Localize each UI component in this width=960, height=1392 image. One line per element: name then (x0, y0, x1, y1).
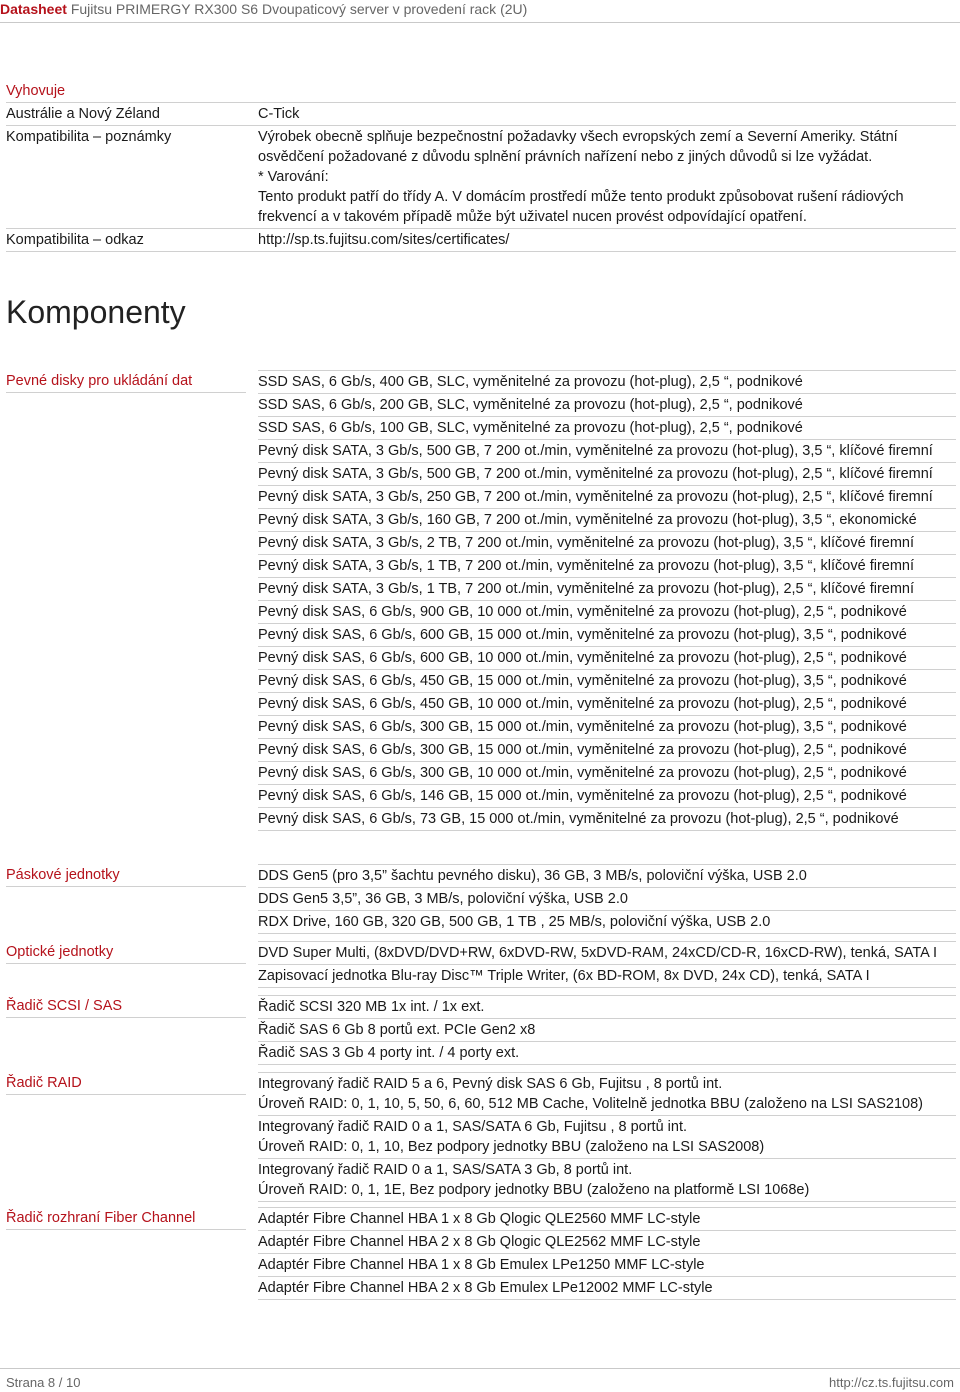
component-item: Pevný disk SAS, 6 Gb/s, 73 GB, 15 000 ot./min, vyměnitelné za provozu (hot-plug), 2,5 “, podnikové (258, 808, 956, 831)
component-item: Pevný disk SATA, 3 Gb/s, 500 GB, 7 200 ot./min, vyměnitelné za provozu (hot-plug), 2,5 “, klíčové firemní (258, 463, 956, 486)
product-description: Dvoupaticový server v provedení rack (2U) (261, 1, 528, 17)
component-item: Adaptér Fibre Channel HBA 1 x 8 Gb Emulex LPe1250 MMF LC-style (258, 1254, 956, 1277)
component-item: Pevný disk SATA, 3 Gb/s, 250 GB, 7 200 ot./min, vyměnitelné za provozu (hot-plug), 2,5 “, klíčové firemní (258, 486, 956, 509)
component-item: Pevný disk SAS, 6 Gb/s, 600 GB, 10 000 ot./min, vyměnitelné za provozu (hot-plug), 2,5 “, podnikové (258, 647, 956, 670)
row-value: C-Tick (258, 106, 300, 122)
component-item: Pevný disk SAS, 6 Gb/s, 300 GB, 10 000 ot./min, vyměnitelné za provozu (hot-plug), 2,5 “, podnikové (258, 762, 956, 785)
row-value (258, 127, 956, 227)
component-item: Pevný disk SAS, 6 Gb/s, 300 GB, 15 000 ot./min, vyměnitelné za provozu (hot-plug), 3,5 “, podnikové (258, 716, 956, 739)
component-item: DVD Super Multi, (8xDVD/DVD+RW, 6xDVD-RW, 5xDVD-RAM, 24xCD/CD-R, 16xCD-RW), tenká, SATA I (258, 942, 956, 965)
component-item-line: Integrovaný řadič RAID 0 a 1, SAS/SATA 6 Gb, Fujitsu , 8 portů int. (258, 1119, 688, 1135)
component-item: Adaptér Fibre Channel HBA 2 x 8 Gb Emulex LPe12002 MMF LC-style (258, 1277, 956, 1300)
component-items (258, 864, 956, 934)
datasheet-label: Datasheet (0, 1, 67, 17)
component-item: Pevný disk SATA, 3 Gb/s, 1 TB, 7 200 ot./min, vyměnitelné za provozu (hot-plug), 2,5 “, klíčové firemní (258, 578, 956, 601)
component-group-hdd (6, 370, 956, 831)
component-item (258, 1073, 956, 1116)
compliance-title: Vyhovuje (6, 80, 956, 103)
components-title: Komponenty (6, 294, 186, 330)
component-items (258, 941, 956, 988)
component-item: Pevný disk SAS, 6 Gb/s, 450 GB, 15 000 ot./min, vyměnitelné za provozu (hot-plug), 3,5 “, podnikové (258, 670, 956, 693)
compliance-row (6, 103, 956, 126)
component-item: Pevný disk SAS, 6 Gb/s, 146 GB, 15 000 ot./min, vyměnitelné za provozu (hot-plug), 2,5 “, podnikové (258, 785, 956, 808)
warning-text: Tento produkt patří do třídy A. V domácím prostředí může tento produkt způsobovat rušení rádiových frekvencí a v takovém případě může být uživatel nucen provést odpovídající opatření. (258, 189, 904, 225)
component-item: Řadič SAS 3 Gb 4 porty int. / 4 porty ext. (258, 1042, 956, 1065)
component-items (258, 1207, 956, 1300)
component-item-line: Integrovaný řadič RAID 0 a 1, SAS/SATA 3 Gb, 8 portů int. (258, 1162, 633, 1178)
component-item: Pevný disk SAS, 6 Gb/s, 900 GB, 10 000 ot./min, vyměnitelné za provozu (hot-plug), 2,5 “, podnikové (258, 601, 956, 624)
product-name: Fujitsu PRIMERGY RX300 S6 (70, 1, 259, 17)
component-item: Pevný disk SATA, 3 Gb/s, 500 GB, 7 200 ot./min, vyměnitelné za provozu (hot-plug), 3,5 “, klíčové firemní (258, 440, 956, 463)
component-group-raid (6, 1072, 956, 1202)
certificates-link[interactable]: http://sp.ts.fujitsu.com/sites/certificates/ (258, 232, 510, 248)
component-label: Pevné disky pro ukládání dat (6, 370, 246, 393)
component-item: Pevný disk SATA, 3 Gb/s, 2 TB, 7 200 ot./min, vyměnitelné za provozu (hot-plug), 3,5 “, klíčové firemní (258, 532, 956, 555)
component-item: SSD SAS, 6 Gb/s, 100 GB, SLC, vyměnitelné za provozu (hot-plug), 2,5 “, podnikové (258, 417, 956, 440)
component-item: Pevný disk SAS, 6 Gb/s, 600 GB, 15 000 ot./min, vyměnitelné za provozu (hot-plug), 3,5 “, podnikové (258, 624, 956, 647)
component-group-tape (6, 864, 956, 934)
row-label: Austrálie a Nový Zéland (6, 106, 160, 122)
compliance-row (6, 229, 956, 252)
component-item: Adaptér Fibre Channel HBA 2 x 8 Gb Qlogic QLE2562 MMF LC-style (258, 1231, 956, 1254)
component-label: Řadič SCSI / SAS (6, 995, 246, 1018)
component-item (258, 1159, 956, 1202)
component-item: RDX Drive, 160 GB, 320 GB, 500 GB, 1 TB , 25 MB/s, poloviční výška, USB 2.0 (258, 911, 956, 934)
component-item-line: Úroveň RAID: 0, 1, 1E, Bez podpory jednotky BBU (založeno na platformě LSI 1068e) (258, 1182, 810, 1198)
compliance-row (6, 126, 956, 229)
component-item: Pevný disk SATA, 3 Gb/s, 160 GB, 7 200 ot./min, vyměnitelné za provozu (hot-plug), 3,5 “, ekonomické (258, 509, 956, 532)
component-item: DDS Gen5 (pro 3,5” šachtu pevného disku), 36 GB, 3 MB/s, poloviční výška, USB 2.0 (258, 865, 956, 888)
component-group-scsi-sas (6, 995, 956, 1065)
page-number: Strana 8 / 10 (6, 1375, 81, 1390)
component-item-line: Úroveň RAID: 0, 1, 10, 5, 50, 6, 60, 512 MB Cache, Volitelně jednotka BBU (založeno na LSI SAS2108) (258, 1096, 923, 1112)
component-item (258, 1116, 956, 1159)
component-item-line: Integrovaný řadič RAID 5 a 6, Pevný disk SAS 6 Gb, Fujitsu , 8 portů int. (258, 1076, 723, 1092)
component-items (258, 1072, 956, 1202)
component-item: SSD SAS, 6 Gb/s, 400 GB, SLC, vyměnitelné za provozu (hot-plug), 2,5 “, podnikové (258, 371, 956, 394)
page-header (0, 0, 960, 18)
component-label: Optické jednotky (6, 941, 246, 964)
page-footer (0, 1374, 960, 1392)
component-item: Pevný disk SAS, 6 Gb/s, 300 GB, 15 000 ot./min, vyměnitelné za provozu (hot-plug), 2,5 “, podnikové (258, 739, 956, 762)
component-item: Pevný disk SAS, 6 Gb/s, 450 GB, 10 000 ot./min, vyměnitelné za provozu (hot-plug), 2,5 “, podnikové (258, 693, 956, 716)
component-label: Páskové jednotky (6, 864, 246, 887)
component-group-fibre-channel (6, 1207, 956, 1300)
component-label: Řadič RAID (6, 1072, 246, 1095)
component-item: SSD SAS, 6 Gb/s, 200 GB, SLC, vyměnitelné za provozu (hot-plug), 2,5 “, podnikové (258, 394, 956, 417)
footer-divider (0, 1368, 960, 1369)
component-item: Zapisovací jednotka Blu-ray Disc™ Triple Writer, (6x BD-ROM, 8x DVD, 24x CD), tenká, SATA I (258, 965, 956, 988)
footer-url[interactable]: http://cz.ts.fujitsu.com (829, 1375, 954, 1390)
row-label: Kompatibilita – poznámky (6, 129, 172, 145)
component-item: Pevný disk SATA, 3 Gb/s, 1 TB, 7 200 ot./min, vyměnitelné za provozu (hot-plug), 3,5 “, klíčové firemní (258, 555, 956, 578)
row-label: Kompatibilita – odkaz (6, 232, 144, 248)
compliance-section (6, 80, 956, 252)
component-items (258, 995, 956, 1065)
component-label: Řadič rozhraní Fiber Channel (6, 1207, 246, 1230)
component-item: Adaptér Fibre Channel HBA 1 x 8 Gb Qlogic QLE2560 MMF LC-style (258, 1208, 956, 1231)
component-item: DDS Gen5 3,5”, 36 GB, 3 MB/s, poloviční výška, USB 2.0 (258, 888, 956, 911)
component-item: Řadič SAS 6 Gb 8 portů ext. PCIe Gen2 x8 (258, 1019, 956, 1042)
compliance-note: Výrobek obecně splňuje bezpečnostní požadavky všech evropských zemí a Severní Ameriky. Státní osvědčení požadované z důvodu splnění právních nařízení nebo z jiných důvodů si lze vyžádat. (258, 129, 898, 165)
component-items (258, 370, 956, 831)
header-divider (0, 22, 960, 23)
component-group-optical (6, 941, 956, 988)
warning-label: * Varování: (258, 169, 329, 185)
component-item: Řadič SCSI 320 MB 1x int. / 1x ext. (258, 996, 956, 1019)
component-item-line: Úroveň RAID: 0, 1, 10, Bez podpory jednotky BBU (založeno na LSI SAS2008) (258, 1139, 765, 1155)
